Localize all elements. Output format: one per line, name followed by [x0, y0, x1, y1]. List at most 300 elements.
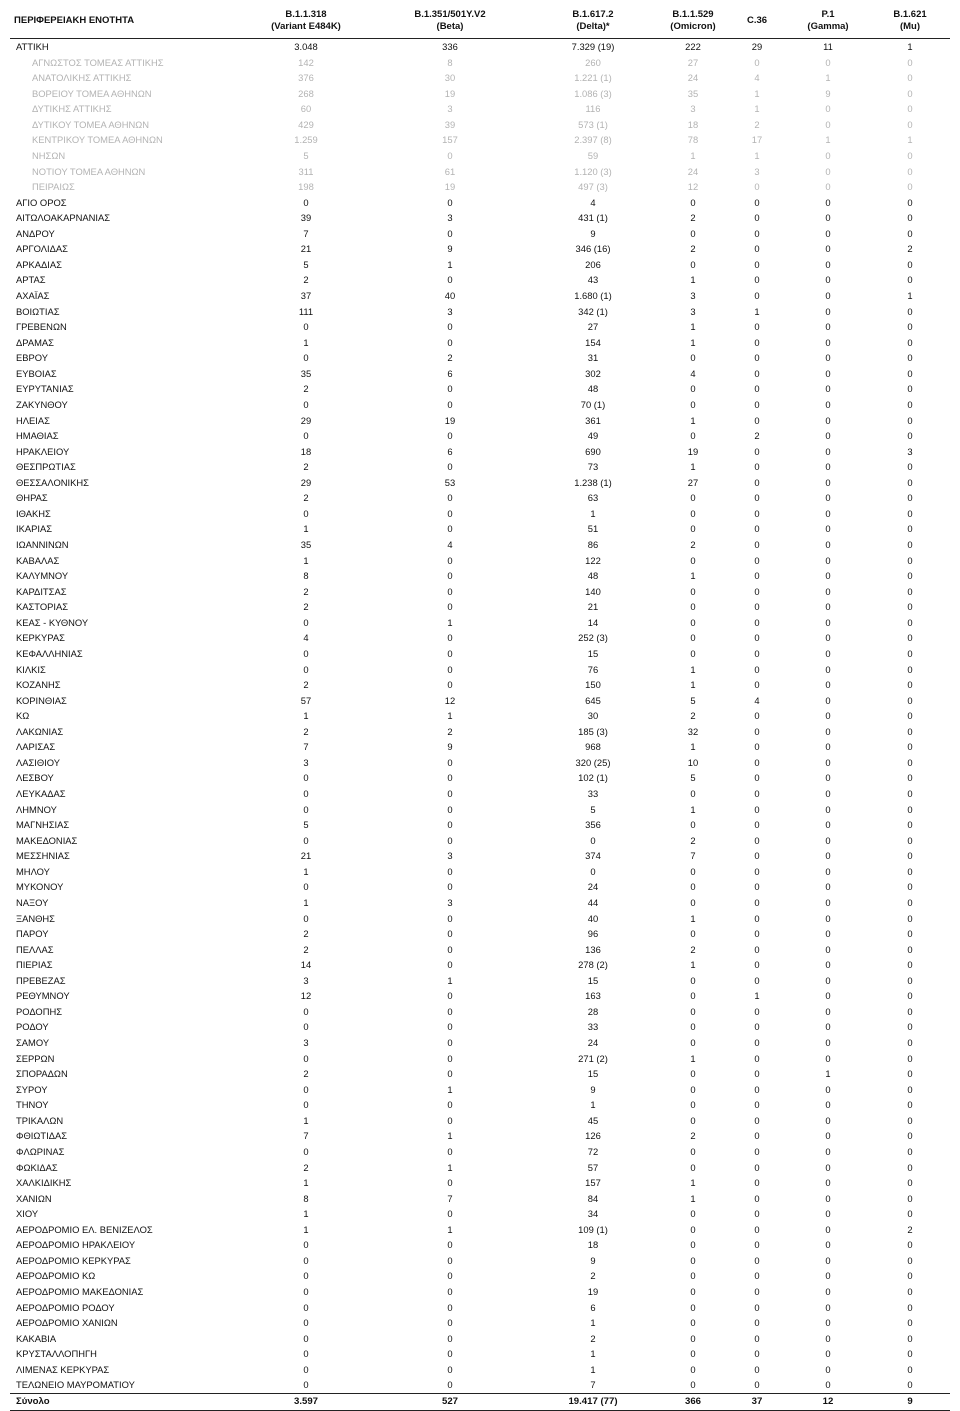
table-row — [10, 226, 950, 242]
value-cell: 0 — [303, 647, 309, 659]
value-cell: 0 — [907, 990, 913, 1002]
value-cell: 0 — [825, 523, 831, 535]
value-cell: 0 — [447, 430, 453, 442]
value-cell: 0 — [825, 912, 831, 924]
table-row — [10, 1206, 950, 1222]
total-cell: 19.417 (77) — [568, 1395, 618, 1407]
value-cell: 0 — [825, 398, 831, 410]
value-cell: 157 — [442, 134, 458, 146]
value-cell: 0 — [825, 1161, 831, 1173]
region-name: ΚΕΦΑΛΛΗΝΙΑΣ — [16, 647, 83, 659]
table-row — [10, 257, 950, 273]
region-name: ΑΕΡΟΔΡΟΜΙΟ ΡΟΔΟΥ — [16, 1301, 115, 1313]
value-cell: 2 — [447, 352, 453, 364]
value-cell: 49 — [587, 430, 599, 442]
value-cell: 0 — [907, 149, 913, 161]
value-cell: 29 — [300, 414, 312, 426]
region-name: ΜΑΓΝΗΣΙΑΣ — [16, 819, 70, 831]
value-cell: 0 — [590, 865, 596, 877]
value-cell: 53 — [444, 476, 456, 488]
region-name: ΑΡΤΑΣ — [16, 274, 46, 286]
value-cell: 0 — [447, 196, 453, 208]
value-cell: 0 — [690, 585, 696, 597]
value-cell: 2 — [690, 1130, 696, 1142]
value-cell: 0 — [825, 118, 831, 130]
value-cell: 0 — [690, 896, 696, 908]
value-cell: 0 — [907, 616, 913, 628]
value-cell: 1.259 — [294, 134, 318, 146]
value-cell: 0 — [907, 741, 913, 753]
value-cell: 0 — [825, 321, 831, 333]
table-row — [10, 1284, 950, 1300]
value-cell: 0 — [447, 679, 453, 691]
value-cell: 0 — [447, 834, 453, 846]
value-cell: 8 — [303, 1192, 309, 1204]
value-cell: 0 — [690, 990, 696, 1002]
region-name: ΗΛΕΙΑΣ — [16, 414, 50, 426]
value-cell: 0 — [754, 1301, 760, 1313]
region-name: ΚΑΡΔΙΤΣΑΣ — [16, 585, 67, 597]
region-name: ΣΥΡΟΥ — [16, 1083, 48, 1095]
value-cell: 0 — [825, 943, 831, 955]
value-cell: 0 — [754, 554, 760, 566]
value-cell: 2 — [303, 1068, 309, 1080]
column-header-line1: C.36 — [746, 15, 768, 26]
value-cell: 0 — [907, 1161, 913, 1173]
value-cell: 1 — [303, 1114, 309, 1126]
table-row — [10, 1113, 950, 1129]
value-cell: 0 — [754, 1239, 760, 1251]
region-name: ΚΩ — [16, 710, 30, 722]
value-cell: 0 — [754, 398, 760, 410]
region-name: ΝΟΤΙΟΥ ΤΟΜΕΑ ΑΘΗΝΩΝ — [32, 165, 146, 177]
value-cell: 0 — [907, 383, 913, 395]
value-cell: 18 — [687, 118, 699, 130]
value-cell: 57 — [587, 1161, 599, 1173]
value-cell: 0 — [447, 383, 453, 395]
value-cell: 72 — [587, 1145, 599, 1157]
value-cell: 0 — [907, 710, 913, 722]
value-cell: 0 — [907, 56, 913, 68]
region-name: ΠΑΡΟΥ — [16, 928, 49, 940]
region-name: ΤΡΙΚΑΛΩΝ — [16, 1114, 64, 1126]
region-name: ΑΝΔΡΟΥ — [16, 227, 55, 239]
value-cell: 0 — [690, 1145, 696, 1157]
value-cell: 573 (1) — [578, 118, 608, 130]
value-cell: 9 — [447, 243, 453, 255]
region-name: ΒΟΙΩΤΙΑΣ — [16, 305, 60, 317]
value-cell: 1 — [690, 461, 696, 473]
table-subrow — [10, 86, 950, 102]
table-row — [10, 335, 950, 351]
value-cell: 5 — [690, 694, 696, 706]
value-cell: 0 — [907, 87, 913, 99]
value-cell: 0 — [907, 118, 913, 130]
value-cell: 150 — [585, 679, 601, 691]
value-cell: 0 — [754, 1348, 760, 1360]
value-cell: 3 — [447, 850, 453, 862]
value-cell: 0 — [447, 1145, 453, 1157]
value-cell: 27 — [687, 476, 699, 488]
value-cell: 0 — [303, 1005, 309, 1017]
table-row — [10, 366, 950, 382]
value-cell: 0 — [907, 850, 913, 862]
value-cell: 0 — [690, 492, 696, 504]
value-cell: 0 — [825, 352, 831, 364]
region-name: ΙΘΑΚΗΣ — [16, 507, 51, 519]
value-cell: 12 — [300, 990, 312, 1002]
table-row — [10, 304, 950, 320]
value-cell: 2 — [303, 274, 309, 286]
value-cell: 0 — [825, 103, 831, 115]
table-row — [10, 1300, 950, 1316]
value-cell: 3 — [690, 103, 696, 115]
value-cell: 0 — [825, 1363, 831, 1375]
table-row — [10, 1268, 950, 1284]
value-cell: 9 — [590, 227, 596, 239]
value-cell: 0 — [907, 601, 913, 613]
value-cell: 1 — [907, 41, 913, 52]
value-cell: 0 — [447, 523, 453, 535]
value-cell: 0 — [825, 881, 831, 893]
region-name: ΠΕΛΛΑΣ — [16, 943, 54, 955]
region-name: ΘΕΣΠΡΩΤΙΑΣ — [16, 461, 76, 473]
value-cell: 0 — [825, 1177, 831, 1189]
value-cell: 0 — [907, 507, 913, 519]
region-name: ΣΕΡΡΩΝ — [16, 1052, 55, 1064]
value-cell: 0 — [825, 647, 831, 659]
value-cell: 968 — [585, 741, 601, 753]
value-cell: 19 — [444, 414, 456, 426]
value-cell: 0 — [754, 1379, 760, 1391]
region-name: ΑΕΡΟΔΡΟΜΙΟ ΗΡΑΚΛΕΙΟΥ — [16, 1239, 136, 1251]
table-row — [10, 833, 950, 849]
value-cell: 48 — [587, 570, 599, 582]
value-cell: 206 — [585, 258, 601, 270]
region-name: ΑΝΑΤΟΛΙΚΗΣ ΑΤΤΙΚΗΣ — [32, 72, 132, 84]
total-cell: 9 — [907, 1395, 913, 1407]
table-subrow — [10, 117, 950, 133]
table-row — [10, 272, 950, 288]
value-cell: 0 — [907, 959, 913, 971]
table-row — [10, 802, 950, 818]
value-cell: 0 — [754, 756, 760, 768]
region-name: ΧΙΟΥ — [16, 1208, 39, 1220]
value-cell: 8 — [447, 56, 453, 68]
table-row — [10, 1253, 950, 1269]
table-footer — [10, 1393, 950, 1410]
value-cell: 0 — [825, 476, 831, 488]
value-cell: 0 — [303, 663, 309, 675]
value-cell: 0 — [754, 803, 760, 815]
table-row — [10, 895, 950, 911]
value-cell: 0 — [303, 1099, 309, 1111]
table-row — [10, 1019, 950, 1035]
value-cell: 0 — [754, 1145, 760, 1157]
value-cell: 0 — [907, 336, 913, 348]
value-cell: 9 — [590, 1254, 596, 1266]
value-cell: 0 — [447, 943, 453, 955]
value-cell: 2 — [690, 834, 696, 846]
value-cell: 2 — [907, 1223, 913, 1235]
value-cell: 1 — [754, 149, 760, 161]
value-cell: 0 — [754, 710, 760, 722]
value-cell: 0 — [754, 647, 760, 659]
value-cell: 1 — [447, 1223, 453, 1235]
value-cell: 3 — [690, 290, 696, 301]
value-cell: 0 — [447, 959, 453, 971]
value-cell: 24 — [587, 1037, 599, 1048]
value-cell: 0 — [754, 1317, 760, 1329]
column-header-line2: (Beta) — [436, 21, 464, 32]
value-cell: 2 — [303, 601, 309, 613]
table-row — [10, 615, 950, 631]
value-cell: 0 — [825, 772, 831, 784]
value-cell: 0 — [825, 1317, 831, 1329]
value-cell: 222 — [685, 41, 701, 52]
table-row — [10, 1362, 950, 1378]
table-row — [10, 1175, 950, 1191]
table-row — [10, 693, 950, 709]
value-cell: 0 — [907, 305, 913, 317]
value-cell: 163 — [585, 990, 601, 1002]
table-row — [10, 288, 950, 304]
value-cell: 0 — [754, 663, 760, 675]
value-cell: 109 (1) — [578, 1223, 608, 1235]
column-header-c36 — [728, 4, 786, 39]
value-cell: 31 — [587, 352, 599, 364]
value-cell: 0 — [825, 492, 831, 504]
column-header-line1: B.1.617.2 — [572, 9, 614, 20]
table-row — [10, 350, 950, 366]
value-cell: 18 — [300, 445, 312, 457]
value-cell: 24 — [687, 165, 699, 177]
table-row — [10, 786, 950, 802]
table-subrow — [10, 101, 950, 117]
table-row — [10, 1035, 950, 1051]
value-cell: 0 — [690, 1286, 696, 1297]
total-label: Σύνολο — [16, 1395, 50, 1407]
value-cell: 73 — [587, 461, 599, 473]
region-name: ΔΥΤΙΚΟΥ ΤΟΜΕΑ ΑΘΗΝΩΝ — [32, 118, 150, 130]
value-cell: 0 — [825, 196, 831, 208]
value-cell: 33 — [587, 1021, 599, 1033]
value-cell: 140 — [585, 585, 601, 597]
value-cell: 0 — [447, 1177, 453, 1189]
value-cell: 0 — [907, 212, 913, 224]
value-cell: 0 — [825, 212, 831, 224]
value-cell: 0 — [690, 1099, 696, 1111]
table-row — [10, 1191, 950, 1207]
region-name: ΕΥΡΥΤΑΝΙΑΣ — [16, 383, 74, 395]
value-cell: 3 — [303, 1037, 309, 1048]
value-cell: 0 — [825, 632, 831, 644]
value-cell: 1 — [754, 305, 760, 317]
value-cell: 0 — [447, 149, 453, 161]
table-row — [10, 599, 950, 615]
value-cell: 2 — [690, 710, 696, 722]
value-cell: 0 — [825, 1114, 831, 1126]
value-cell: 0 — [754, 1208, 760, 1220]
value-cell: 0 — [754, 865, 760, 877]
value-cell: 0 — [447, 1114, 453, 1126]
value-cell: 336 — [442, 41, 458, 52]
table-row — [10, 241, 950, 257]
table-row — [10, 739, 950, 755]
value-cell: 0 — [907, 1286, 913, 1297]
value-cell: 0 — [303, 1052, 309, 1064]
value-cell: 0 — [825, 149, 831, 161]
region-name: ΚΕΝΤΡΙΚΟΥ ΤΟΜΕΑ ΑΘΗΝΩΝ — [32, 134, 163, 146]
value-cell: 0 — [907, 1239, 913, 1251]
value-cell: 0 — [447, 928, 453, 940]
table-row — [10, 1097, 950, 1113]
value-cell: 3.048 — [294, 41, 318, 52]
value-cell: 0 — [907, 539, 913, 550]
value-cell: 0 — [825, 1208, 831, 1220]
value-cell: 0 — [825, 539, 831, 550]
value-cell: 1 — [690, 1052, 696, 1064]
value-cell: 278 (2) — [578, 959, 608, 971]
value-cell: 0 — [825, 1037, 831, 1048]
column-header-line1: B.1.621 — [893, 9, 927, 20]
value-cell: 27 — [587, 321, 599, 333]
table-row — [10, 521, 950, 537]
value-cell: 1 — [447, 974, 453, 986]
total-cell: 3.597 — [293, 1395, 318, 1407]
value-cell: 0 — [754, 336, 760, 348]
value-cell: 19 — [444, 181, 456, 193]
value-cell: 0 — [825, 181, 831, 193]
region-name: ΛΕΥΚΑΔΑΣ — [16, 788, 66, 799]
value-cell: 21 — [587, 601, 599, 613]
value-cell: 0 — [447, 803, 453, 815]
region-name: ΛΑΣΙΘΙΟΥ — [16, 756, 61, 768]
value-cell: 3 — [303, 756, 309, 768]
region-name: ΔΥΤΙΚΗΣ ΑΤΤΙΚΗΣ — [32, 103, 112, 115]
value-cell: 57 — [300, 694, 312, 706]
value-cell: 0 — [754, 850, 760, 862]
value-cell: 0 — [907, 974, 913, 986]
value-cell: 0 — [825, 788, 831, 799]
value-cell: 0 — [907, 1114, 913, 1126]
value-cell: 0 — [825, 336, 831, 348]
region-name: ΕΥΒΟΙΑΣ — [16, 367, 57, 379]
value-cell: 0 — [907, 1348, 913, 1360]
table-row — [10, 413, 950, 429]
value-cell: 0 — [754, 212, 760, 224]
table-header — [10, 4, 950, 39]
value-cell: 1 — [303, 336, 309, 348]
column-header-p1 — [786, 4, 870, 39]
value-cell: 0 — [825, 679, 831, 691]
value-cell: 0 — [907, 803, 913, 815]
value-cell: 1 — [690, 912, 696, 924]
value-cell: 3 — [303, 974, 309, 986]
value-cell: 0 — [907, 1379, 913, 1391]
value-cell: 0 — [825, 227, 831, 239]
value-cell: 9 — [590, 1083, 596, 1095]
table-row — [10, 724, 950, 740]
value-cell: 0 — [907, 1083, 913, 1095]
value-cell: 0 — [825, 1301, 831, 1313]
value-cell: 0 — [303, 1348, 309, 1360]
value-cell: 1 — [590, 1348, 596, 1360]
value-cell: 0 — [447, 570, 453, 582]
region-name: ΚΟΖΑΝΗΣ — [16, 679, 61, 691]
value-cell: 0 — [447, 881, 453, 893]
value-cell: 3 — [447, 305, 453, 317]
value-cell: 102 (1) — [578, 772, 608, 784]
table-row — [10, 911, 950, 927]
table-subrow — [10, 132, 950, 148]
value-cell: 2 — [690, 243, 696, 255]
table-row — [10, 1346, 950, 1362]
value-cell: 0 — [825, 756, 831, 768]
value-cell: 154 — [585, 336, 601, 348]
value-cell: 0 — [754, 959, 760, 971]
value-cell: 5 — [690, 772, 696, 784]
value-cell: 1 — [303, 1208, 309, 1220]
value-cell: 0 — [754, 1005, 760, 1017]
value-cell: 0 — [754, 1161, 760, 1173]
value-cell: 1 — [447, 710, 453, 722]
value-cell: 0 — [690, 928, 696, 940]
value-cell: 1 — [754, 990, 760, 1002]
value-cell: 21 — [300, 850, 312, 862]
table-row — [10, 817, 950, 833]
value-cell: 1 — [754, 87, 760, 99]
value-cell: 60 — [300, 103, 312, 115]
value-cell: 0 — [303, 352, 309, 364]
value-cell: 0 — [754, 725, 760, 737]
value-cell: 2 — [303, 928, 309, 940]
region-name: ΡΟΔΟΠΗΣ — [16, 1005, 63, 1017]
table-row — [10, 444, 950, 460]
region-name: ΛΑΡΙΣΑΣ — [16, 741, 56, 753]
value-cell: 0 — [447, 1270, 453, 1282]
value-cell: 19 — [587, 1286, 599, 1297]
value-cell: 0 — [754, 585, 760, 597]
value-cell: 0 — [447, 227, 453, 239]
value-cell: 5 — [303, 258, 309, 270]
value-cell: 0 — [690, 1068, 696, 1080]
region-name: ΑΧΑΪΑΣ — [16, 290, 50, 301]
value-cell: 0 — [825, 56, 831, 68]
value-cell: 0 — [907, 352, 913, 364]
value-cell: 2 — [754, 118, 760, 130]
value-cell: 0 — [690, 601, 696, 613]
value-cell: 0 — [907, 694, 913, 706]
value-cell: 0 — [447, 1348, 453, 1360]
value-cell: 0 — [825, 1332, 831, 1344]
table-row — [10, 1144, 950, 1160]
value-cell: 0 — [303, 1379, 309, 1391]
value-cell: 3 — [447, 896, 453, 908]
value-cell: 0 — [447, 663, 453, 675]
region-name: ΚΙΛΚΙΣ — [16, 663, 46, 675]
value-cell: 1.221 (1) — [574, 72, 612, 84]
value-cell: 61 — [444, 165, 456, 177]
value-cell: 40 — [444, 290, 456, 301]
value-cell: 0 — [825, 1286, 831, 1297]
value-cell: 1 — [303, 1177, 309, 1189]
value-cell: 0 — [754, 943, 760, 955]
value-cell: 122 — [585, 554, 601, 566]
region-name: ΚΕΑΣ - ΚΥΘΝΟΥ — [16, 616, 89, 628]
value-cell: 1 — [447, 1130, 453, 1142]
value-cell: 1 — [303, 1223, 309, 1235]
